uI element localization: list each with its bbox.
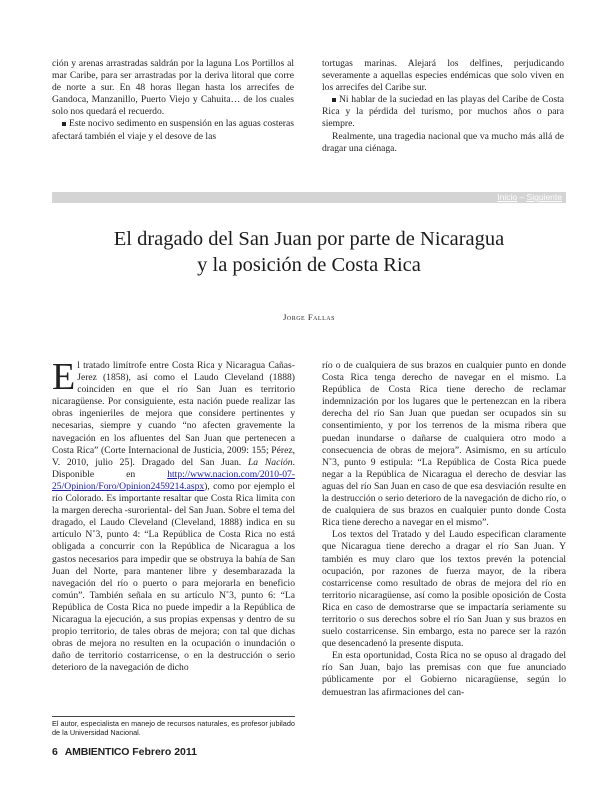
paragraph-text: l tratado limítrofe entre Costa Rica y Nicaragua Cañas-Jerez (1858), así como el Laudo Cleveland (1888) coinciden en que el río San Juan es territorio nicaragüense. Por consiguiente, esta nación puede realizar las obras ingenieriles de mejora que considere pertinentes y necesarias, siempre y cuando “no afecten gravemente la navegación en los afluentes del San Juan que pertenecen a Costa Rica” (Corte Internacional de Justicia, 2009: 155; Pérez, V. 2010, julio 25]. Dragado del San Juan. xyxy=(52,360,295,468)
footnote-divider xyxy=(52,716,295,717)
bullet-paragraph xyxy=(52,118,294,142)
intro-paragraph xyxy=(52,356,296,674)
bullet-icon xyxy=(62,122,66,126)
paragraph-text: Este nocivo sedimento en suspensión en las aguas costeras afectará también el viaje y el desove de las xyxy=(52,118,294,142)
top-right-column xyxy=(322,58,564,155)
navigation-bar xyxy=(52,192,566,203)
bullet-paragraph xyxy=(322,94,564,130)
page-footer xyxy=(52,746,197,758)
paragraph: Realmente, una tragedia nacional que va mucho más allá de dragar una ciénaga. xyxy=(322,130,564,154)
nav-separator: – xyxy=(517,192,527,202)
newspaper-name: La Nación xyxy=(247,456,293,468)
nav-links xyxy=(497,192,562,203)
issue-date: Febrero 2011 xyxy=(132,746,197,758)
top-left-column xyxy=(52,58,294,143)
source-link[interactable]: http://www.nacion.com/2010-07-25/Opinion/Foro/Opinion2459214.aspx xyxy=(52,468,295,492)
paragraph: En esta oportunidad, Costa Rica no se opuso al dragado del río San Juan, bajo las premisas con que fue anunciado públicamente por el Gobierno nicaragüense, según lo demuestran las afirmaciones del can- xyxy=(322,650,566,698)
paragraph: tortugas marinas. Alejará los delfines, perjudicando severamente a aquellas especies endémicas que solo viven en los arrecifes del Caribe sur. xyxy=(322,58,564,94)
magazine-logo: AMBIENTICO xyxy=(64,746,130,758)
paragraph-text: . Disponible en xyxy=(52,456,296,480)
paragraph: ción y arenas arrastradas saldrán por la laguna Los Portillos al mar Caribe, para ser arrastradas por la deriva litoral que corre de norte a sur. En 48 horas llegan hasta los arrecifes de Gandoca, Manzanillo, Puerto Viejo y Cahuita… de los cuales solo nos quedará el recuerdo. xyxy=(52,58,294,118)
body-left-column xyxy=(52,356,296,674)
paragraph: río o de cualquiera de sus brazos en cualquier punto en donde Costa Rica tenga derecho de navegar en el mismo. La República de Costa Rica tiene derecho de reclamar indemnización por los lugares que le pertenezcan en la ribera derecha del río San Juan que puedan ser ocupados sin su consentimiento, y por los terrenos de la misma ribera que puedan inundarse o dañarse de cualquiera otro modo a consecuencia de obras de mejora”. Asimismo, en su artículo N˚3, punto 9 estipula: “La República de Costa Rica puede negar a la República de Nicaragua el derecho de desviar las aguas del río San Juan en caso de que esa desviación resulte en la destrucción o serio deterioro de la navegación de dicho río, o de cualquiera de sus brazos en cualquier punto donde Costa Rica tiene derecho a navegar en el mismo”. xyxy=(322,360,566,529)
footnote: El autor, especialista en manejo de recursos naturales, es profesor jubilado de la Universidad Nacional. xyxy=(52,719,295,737)
paragraph-text: Ni hablar de la suciedad en las playas del Caribe de Costa Rica y la pérdida del turismo, por muchos años o para siempre. xyxy=(322,94,564,130)
bullet-icon xyxy=(332,98,336,102)
paragraph: Los textos del Tratado y del Laudo especifican claramente que Nicaragua tiene derecho a dragar el río San Juan. Y también es muy claro que los textos prevén la potencial ocupación, por razones de fuerza mayor, de la ribera costarricense como resultado de obras de mejora del río en territorio nicaragüense, así como la posible oposición de Costa Rica en caso de demostrarse que se impactaría seriamente su territorio o sus derechos sobre el río San Juan y sus brazos en suelo costarricense. Sin embargo, esta no parece ser la razón que desencadenó la presente disputa. xyxy=(322,529,566,650)
drop-cap: E xyxy=(52,356,76,398)
article-title xyxy=(52,226,566,278)
paragraph-text: ), como por ejemplo el río Colorado. Es importante resaltar que Costa Rica limita con la margen derecha -suroriental- del San Juan. Sobre el tema del dragado, el Laudo Cleveland (Cleveland, 1888) indica en su artículo N˚3, punto 4: “La República de Costa Rica no está obligada a concurrir con la República de Nicaragua a los gastos necesarios para impedir que se obstruya la bahía de San Juan del Norte, para mantener libre y desembarazada la navegación del río o puerto o para mejorarla en beneficio común”. También señala en su artículo N˚3, punto 6: “La República de Costa Rica no puede impedir a la República de Nicaragua la ejecución, a sus propias expensas y dentro de su propio territorio, de tales obras de mejora; con tal que dichas obras de mejora no resulten en la ocupación o inundación o daño de territorio costarricense, o en la destrucción o serio deterioro de la navegación de dicho xyxy=(52,480,295,674)
home-link[interactable]: Inicio xyxy=(497,192,518,202)
page-number: 6 xyxy=(52,746,58,758)
body-right-column xyxy=(322,360,566,699)
title-line-2: y la posición de Costa Rica xyxy=(197,254,421,276)
title-line-1: El dragado del San Juan por parte de Nicaragua xyxy=(113,228,505,250)
author-name: Jorge Fallas xyxy=(283,312,335,322)
next-link[interactable]: Siguiente xyxy=(526,192,562,202)
